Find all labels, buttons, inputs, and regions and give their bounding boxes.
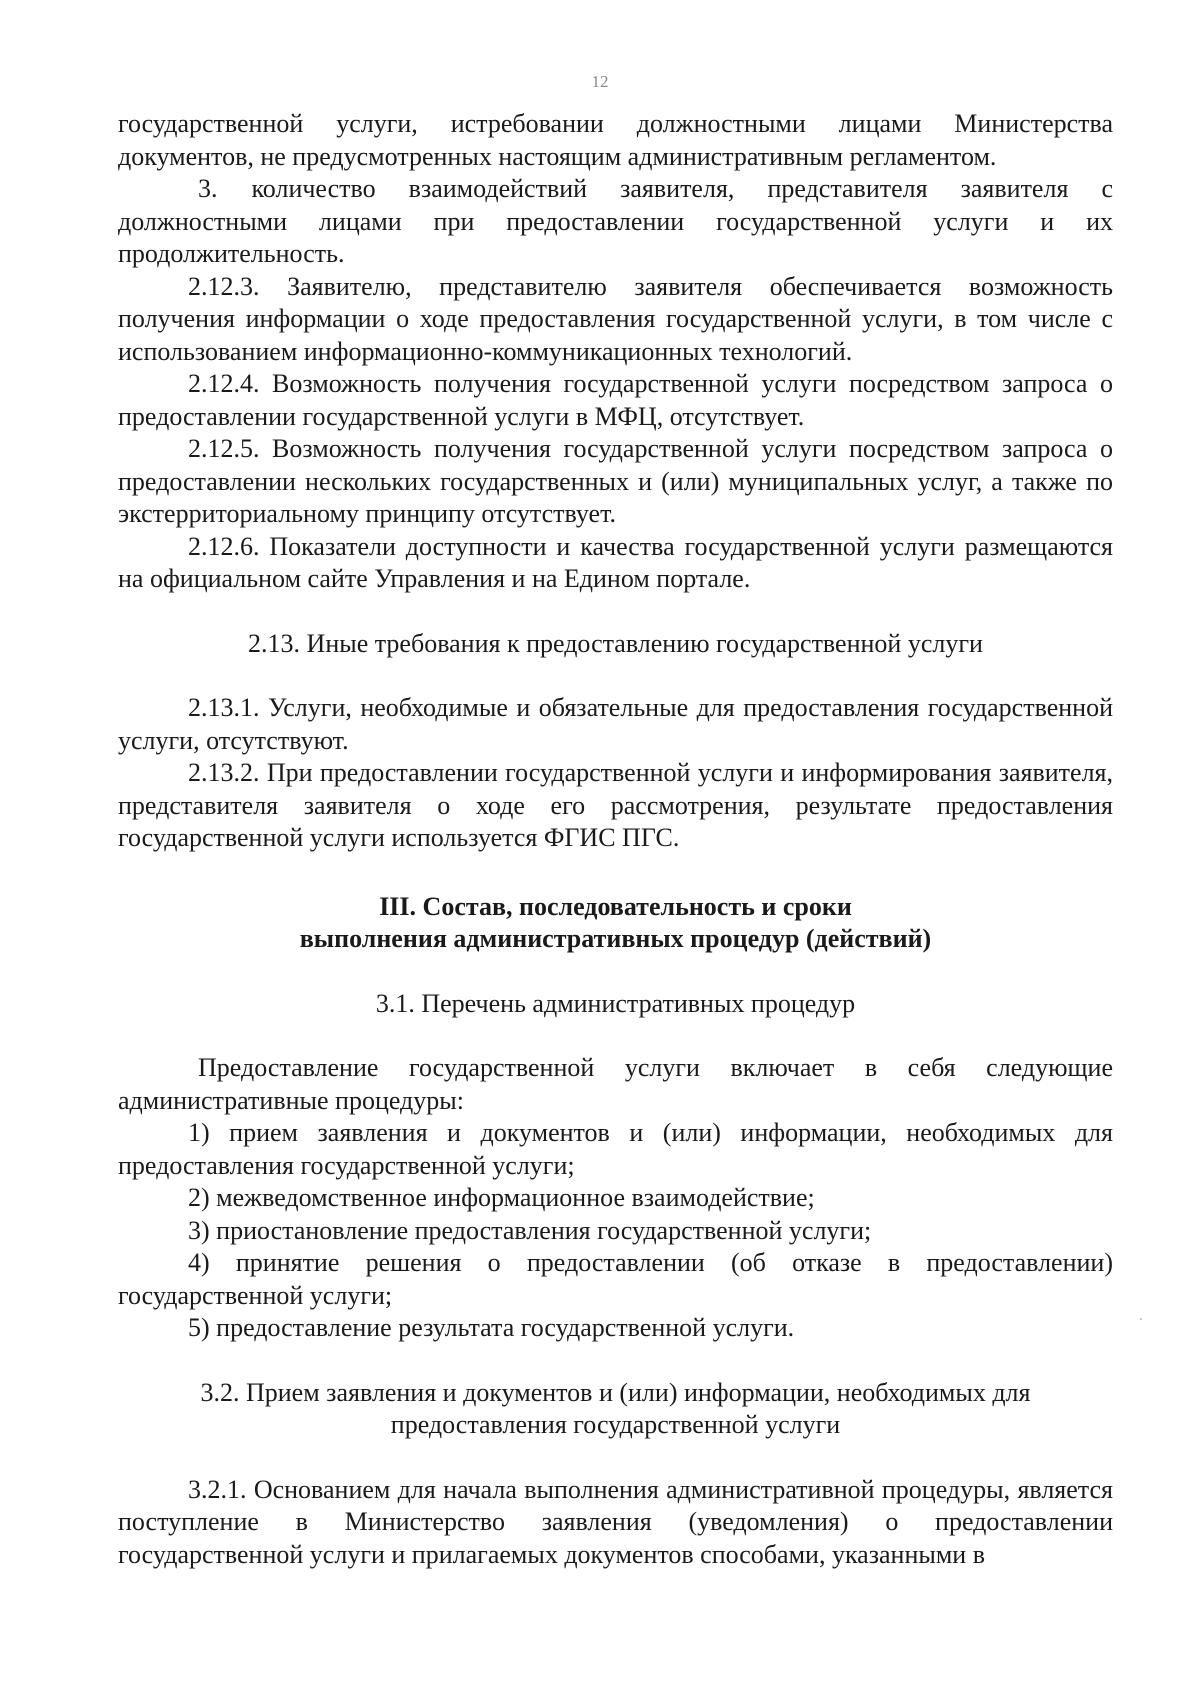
paragraph-item-3: [118, 173, 1113, 271]
paragraph-3-1-intro: Предоставление государственной услуги включает в себя следующие административные процедуры:: [118, 1053, 1113, 1115]
procedure-list-item: 3) приостановление предоставления государственной услуги;: [188, 1215, 872, 1245]
paragraph-2-13-1: 2.13.1. Услуги, необходимые и обязательные для предоставления государственной услуги, отсутствуют.: [118, 693, 1113, 755]
procedure-list-item: 2) межведомственное информационное взаимодействие;: [188, 1183, 815, 1212]
paragraph-2-13-2: 2.13.2. При предоставлении государственной услуги и информирования заявителя, представителя заявителя о ходе его рассмотрения, результате предоставления государственной услуги используется ФГИС ПГС.: [118, 758, 1113, 852]
section-2-13-heading: 2.13. Иные требования к предоставлению государственной услуги: [248, 628, 983, 658]
paragraph-2-12-6: 2.12.6. Показатели доступности и качества государственной услуги размещаются на официальном сайте Управления и на Едином портале.: [118, 531, 1113, 593]
scan-speck: [1140, 1318, 1142, 1320]
section-3-2-heading-line-1: 3.2. Прием заявления и документов и (или) информации, необходимых для: [200, 1377, 1031, 1407]
procedure-list-item: 4) принятие решения о предоставлении (об отказе в предоставлении) государственной услуги;: [118, 1248, 1113, 1310]
procedure-list-item: 5) предоставление результата государственной услуги.: [188, 1313, 795, 1342]
chapter-3-title-line-1: III. Состав, последовательность и сроки: [379, 891, 852, 921]
procedure-list-item: 1) прием заявления и документов и (или) информации, необходимых для предоставления государственной услуги;: [118, 1118, 1113, 1180]
section-3-1-heading: 3.1. Перечень административных процедур: [375, 988, 856, 1018]
paragraph-2-12-3: 2.12.3. Заявителю, представителю заявителя обеспечивается возможность получения информации о ходе предоставления государственной услуги, в том числе с использованием информационно-коммуникационных технологий.: [118, 271, 1113, 366]
paragraph-2-12-4: 2.12.4. Возможность получения государственной услуги посредством запроса о предоставлении государственной услуги в МФЦ, отсутствует.: [118, 369, 1113, 431]
item-3-text: количество взаимодействий заявителя, представителя заявителя с должностными лицами при предоставлении государственной услуги и их продолжительность.: [118, 174, 1113, 268]
paragraph-continuation: государственной услуги, истребовании должностными лицами Министерства документов, не предусмотренных настоящим административным регламентом.: [118, 109, 1113, 171]
paragraph-2-12-5: 2.12.5. Возможность получения государственной услуги посредством запроса о предоставлении нескольких государственных и (или) муниципальных услуг, а также по экстерриториальному принципу отсутствует.: [118, 434, 1113, 528]
paragraph-3-2-1: 3.2.1. Основанием для начала выполнения административной процедуры, является поступление в Министерство заявления (уведомления) о предоставлении государственной услуги и прилагаемых документов способами, указанными в: [118, 1474, 1113, 1569]
item-3-number: 3.: [198, 174, 218, 203]
document-body: [118, 108, 1113, 1571]
page-number: 12: [591, 72, 609, 91]
chapter-3-title-line-2: выполнения административных процедур (действий): [299, 924, 932, 953]
section-3-2-heading-line-2: предоставления государственной услуги: [390, 1410, 841, 1439]
